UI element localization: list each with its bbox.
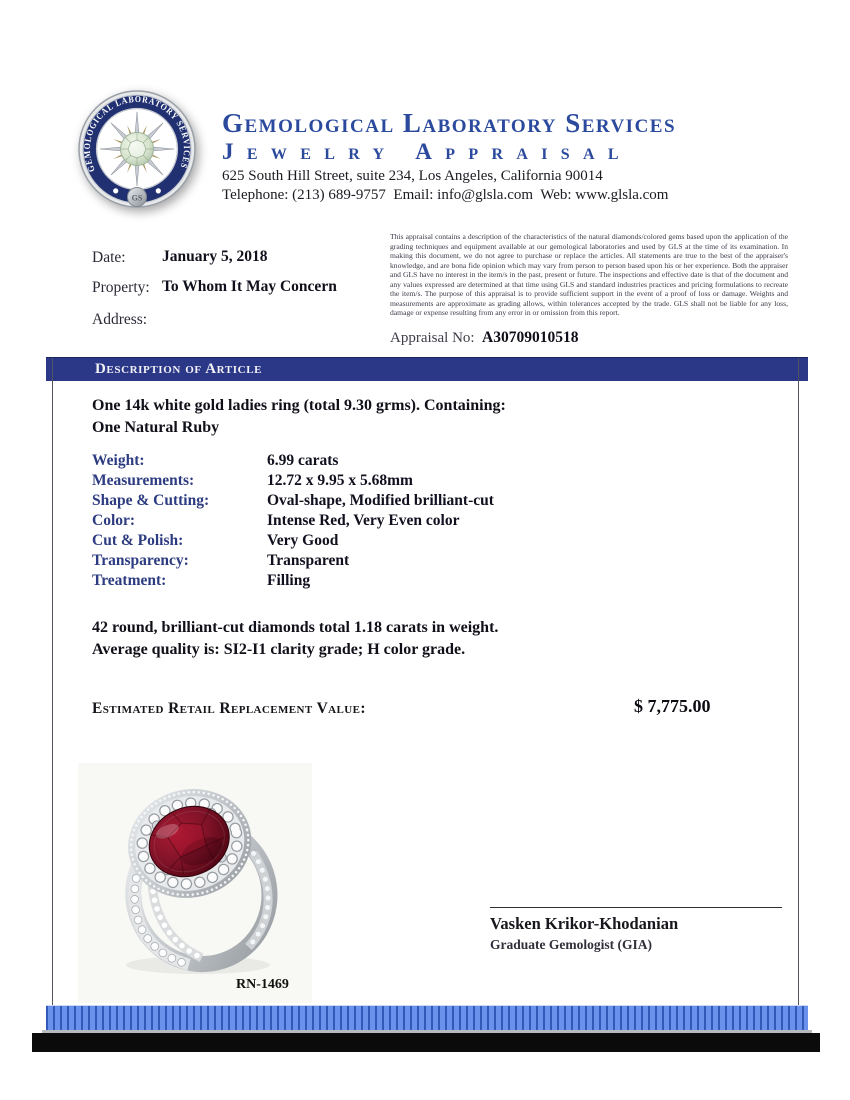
detail-label: Treatment:: [92, 572, 167, 589]
ring-photo: [78, 763, 312, 1003]
detail-value: Transparent: [267, 552, 350, 569]
appraiser-name: Vasken Krikor-Khodanian: [490, 914, 679, 933]
property-value: To Whom It May Concern: [162, 278, 337, 295]
address-label: Address:: [92, 311, 148, 328]
detail-value: Filling: [267, 572, 311, 589]
intro-line-2: One Natural Ruby: [92, 419, 220, 436]
diamonds-line-2: Average quality is: SI2-I1 clarity grade; H color grade.: [92, 641, 466, 658]
scan-shadow-band: [32, 1033, 820, 1052]
detail-value: 12.72 x 9.95 x 5.68mm: [267, 472, 413, 489]
table-row: [92, 571, 712, 591]
detail-value: Oval-shape, Modified brilliant-cut: [267, 492, 494, 509]
seal-monogram: GS: [131, 193, 143, 203]
detail-label: Transparency:: [92, 552, 189, 569]
date-label: Date:: [92, 249, 126, 266]
company-address: 625 South Hill Street, suite 234, Los Angeles, California 90014: [222, 168, 603, 184]
photo-ref-label: RN-1469: [236, 977, 289, 992]
signature-line: [490, 907, 782, 908]
detail-value: Very Good: [267, 532, 339, 549]
ruby-ring-illustration: [78, 763, 312, 979]
disclaimer-text: This appraisal contains a description of the characteristics of the natural diamonds/colored gems based upon the application of the grading techniques and equipment available at our gemological laboratories and used by GLS at the time of its examination. In making this document, we do not agree to purchase or replace the articles. All statements are true to the best of the appraiser's knowledge, and are bona fide opinion which may vary from person to person based upon his or her experience. Both the appraiser and GLS have no interest in the item/s in the past, present or future. The inspections and effective date is that of the document and any values expressed are determined at that time using GLS and standard industries practices and pricing formulations to recreate the item/s. The purpose of this appraisal is to provide sufficient support in the event of a proof of loss or damage. Weights and measurements are approximate as grading allows, within tolerances accepted by the trade. GLS shall not be liable for any loss, damage or expense resulting from any error in or omission from this report.: [390, 232, 788, 318]
appraiser-title: Graduate Gemologist (GIA): [490, 937, 652, 952]
diamonds-summary: [92, 617, 732, 661]
replacement-value-label: Estimated Retail Replacement Value:: [92, 700, 366, 717]
diamonds-line-1: 42 round, brilliant-cut diamonds total 1.18 carats in weight.: [92, 619, 499, 636]
table-row: [92, 531, 712, 551]
date-value: January 5, 2018: [162, 248, 268, 265]
intro-line-1: One 14k white gold ladies ring (total 9.30 grms). Containing:: [92, 397, 506, 414]
replacement-value-amount: $ 7,775.00: [634, 696, 711, 716]
document-type: Jewelry Appraisal: [222, 139, 632, 164]
table-row: [92, 551, 712, 571]
decorative-striped-band: [46, 1005, 808, 1031]
gem-details-table: [92, 451, 712, 591]
article-intro: [92, 395, 712, 439]
detail-value: 6.99 carats: [267, 452, 339, 469]
appraisal-no-value: A30709010518: [482, 329, 579, 346]
seal-ring-text: GEMOLOGICAL LABORATORY SERVICES: [81, 93, 193, 174]
table-row: [92, 491, 712, 511]
company-contact: Telephone: (213) 689-9757 Email: info@glsla.com Web: www.glsla.com: [222, 187, 669, 203]
table-row: [92, 511, 712, 531]
seal-sunburst-icon: [100, 112, 174, 186]
detail-label: Weight:: [92, 452, 145, 469]
section-title: Description of Article: [95, 361, 263, 377]
detail-label: Measurements:: [92, 472, 195, 489]
table-row: [92, 451, 712, 471]
detail-value: Intense Red, Very Even color: [267, 512, 460, 529]
property-label: Property:: [92, 279, 150, 296]
appraisal-no-label: Appraisal No:: [390, 330, 475, 346]
detail-label: Color:: [92, 512, 136, 529]
detail-label: Cut & Polish:: [92, 532, 184, 549]
gls-seal-logo: [72, 86, 202, 216]
table-row: [92, 471, 712, 491]
detail-label: Shape & Cutting:: [92, 492, 210, 509]
company-name: Gemological Laboratory Services: [222, 108, 677, 138]
